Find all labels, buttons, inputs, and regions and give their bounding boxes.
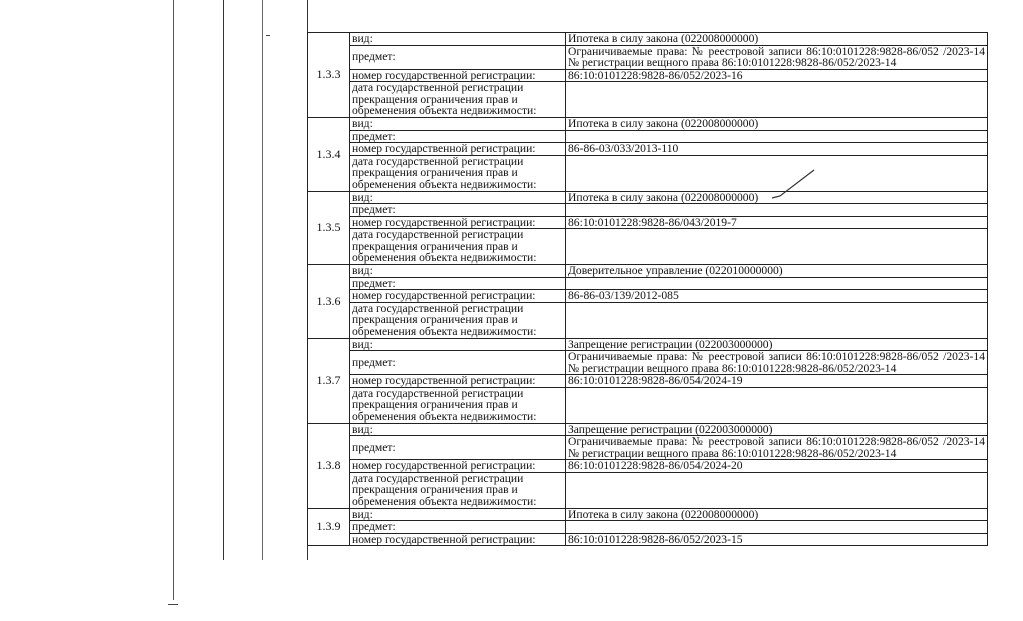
field-value-subject: [566, 204, 988, 217]
field-label-termination-date: дата государственной регистрации прекращения ограничения прав и обременения объекта недвижимости:: [350, 302, 566, 338]
registry-table: [307, 32, 988, 546]
field-label-kind: вид:: [350, 191, 566, 204]
field-value-kind: Запрещение регистрации (022003000000): [566, 423, 988, 436]
table-row: [308, 33, 988, 46]
field-label-termination-date: дата государственной регистрации прекращения ограничения прав и обременения объекта недвижимости:: [350, 387, 566, 423]
scan-mark: [168, 604, 178, 605]
field-value-kind: Ипотека в силу закона (022008000000): [566, 508, 988, 521]
field-label-subject: предмет:: [350, 277, 566, 290]
table-row: [308, 338, 988, 351]
field-value-kind: Ипотека в силу закона (022008000000): [566, 33, 988, 46]
field-value-kind: Доверительное управление (022010000000): [566, 265, 988, 278]
entry-number: 1.3.4: [308, 118, 350, 192]
field-label-reg-number: номер государственной регистрации:: [350, 460, 566, 473]
field-value-reg-number: 86:10:0101228:9828-86/052/2023-15: [566, 533, 988, 546]
entry-number: 1.3.5: [308, 191, 350, 265]
table-row: [308, 130, 988, 143]
field-value-reg-number: 86:10:0101228:9828-86/054/2024-20: [566, 460, 988, 473]
table-row: [308, 472, 988, 508]
field-label-kind: вид:: [350, 338, 566, 351]
table-row: [308, 143, 988, 156]
field-label-termination-date: дата государственной регистрации прекращения ограничения прав и обременения объекта недвижимости:: [350, 472, 566, 508]
margin-line: [173, 0, 174, 600]
field-value-reg-number: 86:10:0101228:9828-86/052/2023-16: [566, 69, 988, 82]
entry-number: 1.3.8: [308, 423, 350, 508]
field-value-termination-date: [566, 82, 988, 118]
field-label-kind: вид:: [350, 508, 566, 521]
entry-number: 1.3.7: [308, 338, 350, 423]
table-row: [308, 265, 988, 278]
table-row: [308, 155, 988, 191]
field-label-reg-number: номер государственной регистрации:: [350, 69, 566, 82]
field-value-termination-date: [566, 229, 988, 265]
table-row: [308, 118, 988, 131]
table-row: [308, 423, 988, 436]
table-row: [308, 436, 988, 460]
field-value-reg-number: 86-86-03/033/2013-110: [566, 143, 988, 156]
table-row: [308, 387, 988, 423]
entry-number: 1.3.6: [308, 265, 350, 339]
field-label-reg-number: номер государственной регистрации:: [350, 216, 566, 229]
table-row: [308, 351, 988, 375]
field-label-subject: предмет:: [350, 436, 566, 460]
table-row: [308, 290, 988, 303]
entry-number: 1.3.3: [308, 33, 350, 118]
field-value-subject: Ограничиваемые права: № реестровой записи 86:10:0101228:9828-86/052 /2023-14 № регистрации вещного права 86:10:0101228:9828-86/052/2023-14: [566, 351, 988, 375]
table-row: [308, 375, 988, 388]
field-label-reg-number: номер государственной регистрации:: [350, 290, 566, 303]
table-row: [308, 277, 988, 290]
margin-line: [262, 0, 263, 560]
field-label-reg-number: номер государственной регистрации:: [350, 143, 566, 156]
field-label-termination-date: дата государственной регистрации прекращения ограничения прав и обременения объекта недвижимости:: [350, 155, 566, 191]
field-label-termination-date: дата государственной регистрации прекращения ограничения прав и обременения объекта недвижимости:: [350, 82, 566, 118]
field-label-reg-number: номер государственной регистрации:: [350, 375, 566, 388]
table-row: [308, 45, 988, 69]
table-row: [308, 82, 988, 118]
field-label-subject: предмет:: [350, 351, 566, 375]
field-label-kind: вид:: [350, 118, 566, 131]
field-label-reg-number: номер государственной регистрации:: [350, 533, 566, 546]
table-row: [308, 508, 988, 521]
field-value-kind: Запрещение регистрации (022003000000): [566, 338, 988, 351]
field-label-subject: предмет:: [350, 130, 566, 143]
field-label-subject: предмет:: [350, 204, 566, 217]
field-value-reg-number: 86:10:0101228:9828-86/043/2019-7: [566, 216, 988, 229]
table-row: [308, 302, 988, 338]
field-value-termination-date: [566, 387, 988, 423]
registry-table-body: [308, 33, 988, 546]
table-row: [308, 216, 988, 229]
table-row: [308, 533, 988, 546]
table-row: [308, 460, 988, 473]
table-row: [308, 521, 988, 534]
table-row: [308, 191, 988, 204]
check-mark-icon: [770, 168, 816, 204]
field-label-subject: предмет:: [350, 45, 566, 69]
scan-mark: [266, 35, 270, 36]
table-row: [308, 69, 988, 82]
field-value-subject: [566, 130, 988, 143]
table-row: [308, 204, 988, 217]
entry-number: 1.3.9: [308, 508, 350, 546]
table-row: [308, 229, 988, 265]
field-value-subject: Ограничиваемые права: № реестровой записи 86:10:0101228:9828-86/052 /2023-14 № регистрации вещного права 86:10:0101228:9828-86/052/2023-14: [566, 45, 988, 69]
field-value-subject: Ограничиваемые права: № реестровой записи 86:10:0101228:9828-86/052 /2023-14 № регистрации вещного права 86:10:0101228:9828-86/052/2023-14: [566, 436, 988, 460]
field-value-reg-number: 86-86-03/139/2012-085: [566, 290, 988, 303]
field-value-subject: [566, 521, 988, 534]
field-value-termination-date: [566, 302, 988, 338]
field-value-termination-date: [566, 472, 988, 508]
field-label-termination-date: дата государственной регистрации прекращения ограничения прав и обременения объекта недвижимости:: [350, 229, 566, 265]
field-label-kind: вид:: [350, 265, 566, 278]
field-value-kind: Ипотека в силу закона (022008000000): [566, 191, 988, 204]
field-label-kind: вид:: [350, 33, 566, 46]
field-label-kind: вид:: [350, 423, 566, 436]
field-value-reg-number: 86:10:0101228:9828-86/054/2024-19: [566, 375, 988, 388]
field-value-kind: Ипотека в силу закона (022008000000): [566, 118, 988, 131]
field-label-subject: предмет:: [350, 521, 566, 534]
margin-line: [223, 0, 224, 560]
field-value-subject: [566, 277, 988, 290]
